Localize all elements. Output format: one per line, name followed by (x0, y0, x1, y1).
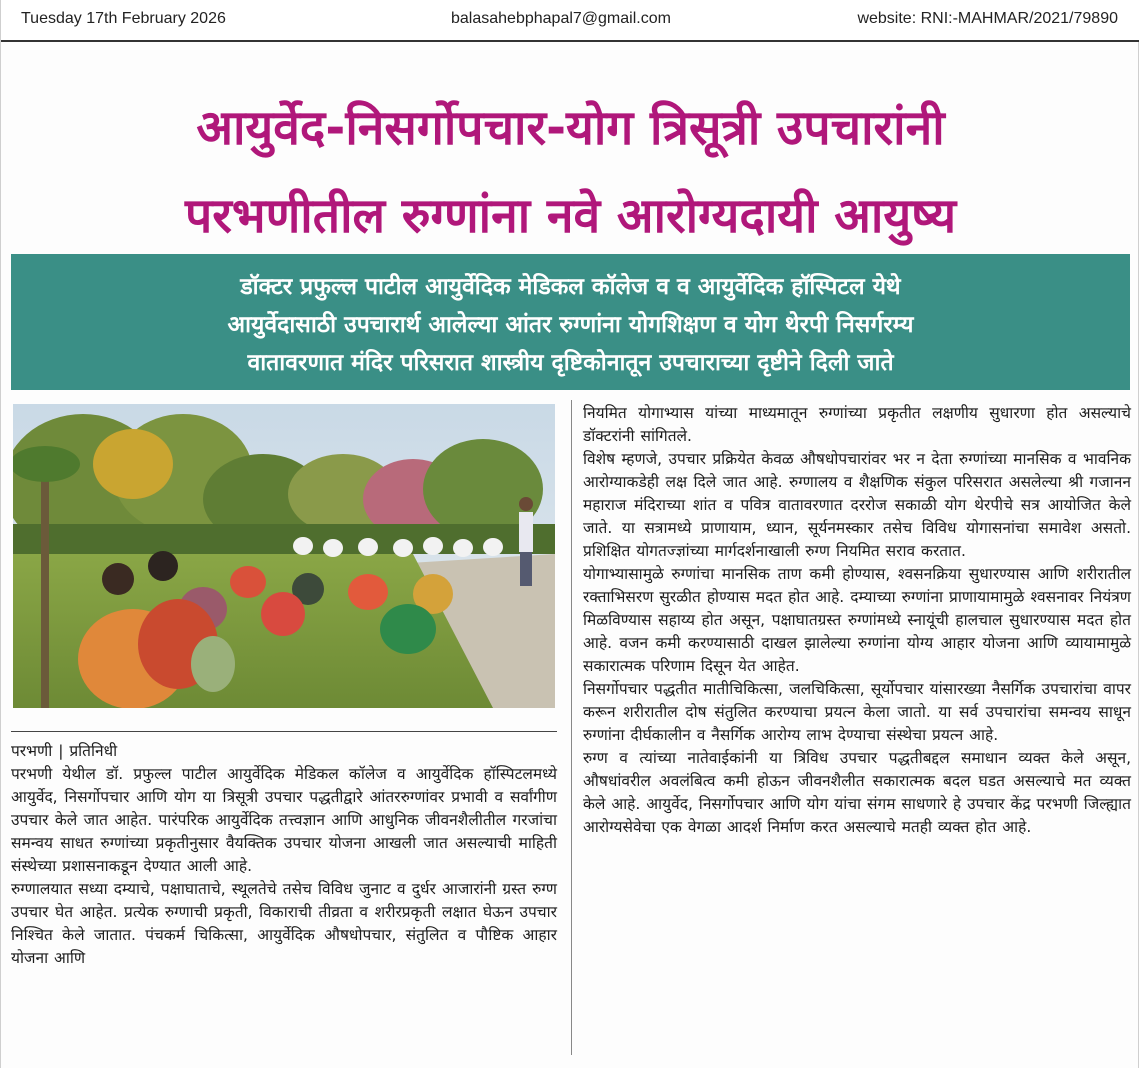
website-rni: website: RNI:-MAHMAR/2021/79890 (857, 10, 1118, 27)
article-paragraph: निसर्गोपचार पद्धतीत मातीचिकित्सा, जलचिकित्सा, सूर्योपचार यांसारख्या नैसर्गिक उपचारांचा वापर करून शरीरातील दोष संतुलित करण्याचा प्रयत्न केला जातो. या सर्व उपचारांचा समन्वय साधून रुग्णांना दीर्घकालीन व नैसर्गिक आरोग्य लाभ देण्याचा संस्थेचा प्रयत्न आहे. (583, 680, 1131, 744)
article-paragraph: परभणी येथील डॉ. प्रफुल्ल पाटील आयुर्वेदिक मेडिकल कॉलेज व आयुर्वेदिक हॉस्पिटलमध्ये आयुर्वेद, निसर्गोपचार आणि योग या त्रिसूत्री उपचार पद्धतीद्वारे आंतररुग्णांवर प्रभावी व सर्वांगीण उपचार केले जात आहेत. पारंपरिक आयुर्वेदिक तत्त्वज्ञान आणि आधुनिक जीवनशैलीतील गरजांचा समन्वय साधत रुग्णांच्या प्रकृतीनुसार वैयक्तिक उपचार योजना आखली जात असल्याची माहिती संस्थेच्या प्रशासनाकडून देण्यात आली आहे. (11, 765, 557, 875)
article-paragraph: रुग्ण व त्यांच्या नातेवाईकांनी या त्रिविध उपचार पद्धतीबद्दल समाधान व्यक्त केले असून, औषधांवरील अवलंबित्व कमी होऊन जीवनशैलीत सकारात्मक बदल घडत असल्याचे मत व्यक्त केले आहे. आयुर्वेद, निसर्गोपचार आणि योग यांचा संगम साधणारे हे उपचार केंद्र परभणी जिल्ह्यात आरोग्यसेवेचा एक वेगळा आदर्श निर्माण करत असल्याचे मतही व्यक्त होत आहे. (583, 749, 1131, 836)
subheadline-line-3: वातावरणात मंदिर परिसरात शास्त्रीय दृष्टिकोनातून उपचाराच्या दृष्टीने दिली जाते (247, 350, 894, 376)
contact-email: balasahebphapal7@gmail.com (451, 10, 671, 27)
article-paragraph: विशेष म्हणजे, उपचार प्रक्रियेत केवळ औषधोपचारांवर भर न देता रुग्णांच्या मानसिक व भावनिक आरोग्याकडेही लक्ष दिले जात आहे. रुग्णालय व शैक्षणिक संकुल परिसरात असलेल्या श्री गजानन महाराज मंदिराच्या शांत व पवित्र वातावरणात दररोज सकाळी योग थेरपीचे सत्र आयोजित केले जाते. या सत्रामध्ये प्राणायाम, ध्यान, सूर्यनमस्कार तसेच विविध योगासनांचा समावेश असतो. प्रशिक्षित योगतज्ज्ञांच्या मार्गदर्शनाखाली रुग्ण नियमित सराव करतात. (583, 450, 1131, 560)
article-paragraph: रुग्णालयात सध्या दम्याचे, पक्षाघाताचे, स्थूलतेचे तसेच विविध जुनाट व दुर्धर आजारांनी ग्रस्त रुग्ण उपचार घेत आहेत. प्रत्येक रुग्णाची प्रकृती, विकाराची तीव्रता व शरीरप्रकृती लक्षात घेऊन उपचार निश्चित केले जातात. पंचकर्म चिकित्सा, आयुर्वेदिक औषधोपचार, संतुलित व पौष्टिक आहार योजना आणि (11, 880, 557, 967)
headline-line-2: परभणीतील रुग्णांना नवे आरोग्यदायी आयुष्य (184, 188, 957, 244)
publication-date: Tuesday 17th February 2026 (21, 10, 226, 27)
article-paragraph: नियमित योगाभ्यास यांच्या माध्यमातून रुग्णांच्या प्रकृतीत लक्षणीय सुधारणा होत असल्याचे डॉक्टरांनी सांगितले. (583, 404, 1131, 445)
article-right-column (583, 402, 1131, 839)
subheadline-line-2: आयुर्वेदासाठी उपचारार्थ आलेल्या आंतर रुग्णांना योगशिक्षण व योग थेरपी निसर्गरम्य (227, 312, 914, 338)
column-divider (571, 400, 572, 1055)
caption-divider (11, 731, 557, 732)
subheadline-banner (11, 254, 1130, 390)
masthead-bar (1, 0, 1139, 42)
yoga-session-photo (13, 404, 555, 708)
dateline: परभणी | प्रतिनिधी (11, 742, 118, 760)
headline-line-1: आयुर्वेद-निसर्गोपचार-योग त्रिसूत्री उपचारांनी (196, 100, 945, 156)
article-paragraph: योगाभ्यासामुळे रुग्णांचा मानसिक ताण कमी होण्यास, श्वसनक्रिया सुधारण्यास आणि शरीरातील रक्ताभिसरण सुरळीत होण्यास मदत होत आहे. दम्याच्या रुग्णांना प्राणायामामुळे श्वसनावर नियंत्रण मिळविण्यास सहाय्य होत असून, पक्षाघातग्रस्त रुग्णांमध्ये स्नायूंची हालचाल सुधारण्यास मदत होत आहे. वजन कमी करण्यासाठी दाखल झालेल्या रुग्णांना योग्य आहार योजना आणि व्यायामामुळे सकारात्मक परिणाम दिसून येत आहेत. (583, 565, 1131, 675)
subheadline-line-1: डॉक्टर प्रफुल्ल पाटील आयुर्वेदिक मेडिकल कॉलेज व व आयुर्वेदिक हॉस्पिटल येथे (240, 274, 901, 300)
article-left-column (11, 740, 557, 970)
yoga-session-illustration (13, 404, 555, 708)
